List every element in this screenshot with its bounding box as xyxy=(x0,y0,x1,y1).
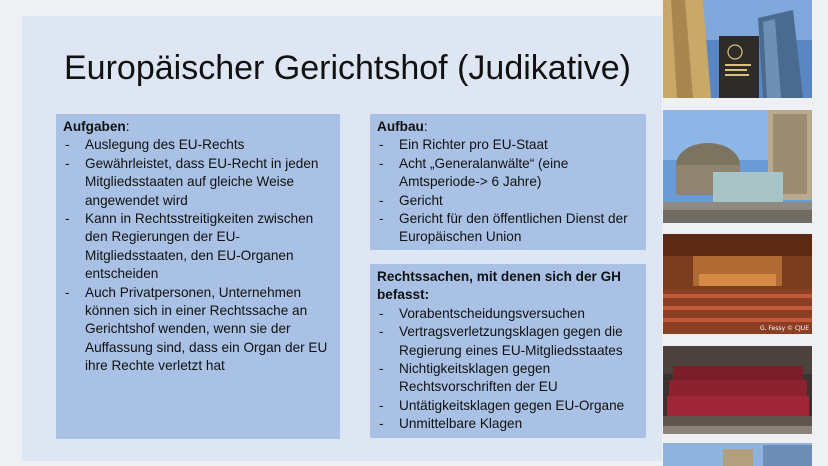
aufbau-heading: Aufbau: xyxy=(377,119,428,134)
list-item: - Vertragsverletzungsklagen gegen die Regierung eines EU-Mitgliedsstaates xyxy=(377,323,638,360)
photo-credit: G. Fessy © CJUE xyxy=(759,325,809,332)
list-item: - Unmittelbare Klagen xyxy=(377,415,638,433)
aufbau-list xyxy=(377,136,638,246)
title-sub: (Judikative) xyxy=(457,49,631,87)
list-item: - Gericht für den öffentlichen Dienst der Europäischen Union xyxy=(377,210,638,247)
photo-court-towers xyxy=(663,0,812,98)
photo-judges-group xyxy=(663,346,812,434)
aufbau-box xyxy=(370,114,646,250)
rechtssachen-box xyxy=(370,264,646,438)
list-item: - Nichtigkeitsklagen gegen Rechtsvorschriften der EU xyxy=(377,360,638,397)
list-item: - Auch Privatpersonen, Unternehmen können sich in einer Rechtssache an Gerichtshof wenden, wenn sie der Auffassung sind, dass ein Organ der EU ihre Rechte verletzt hat xyxy=(63,284,332,376)
rechtssachen-list xyxy=(377,305,638,434)
title-main: Europäischer Gerichtshof xyxy=(64,49,448,87)
list-item: - Auslegung des EU-Rechts xyxy=(63,136,332,154)
aufgaben-heading: Aufgaben: xyxy=(63,119,130,134)
list-item: - Ein Richter pro EU-Staat xyxy=(377,136,638,154)
rechtssachen-heading: Rechtssachen, mit denen sich der GH befasst: xyxy=(377,269,622,303)
slide-title xyxy=(64,46,631,90)
aufgaben-box xyxy=(56,114,340,439)
list-item: - Gericht xyxy=(377,192,638,210)
photo-partial xyxy=(663,443,812,466)
list-item: - Acht „Generalanwälte“ (eine Amtsperiode-> 6 Jahre) xyxy=(377,155,638,192)
aufgaben-list xyxy=(63,136,332,375)
list-item: - Gewährleistet, dass EU-Recht in jeden Mitgliedsstaaten auf gleiche Weise angewendet wird xyxy=(63,155,332,210)
list-item: - Kann in Rechtsstreitigkeiten zwischen den Regierungen der EU-Mitgliedsstaaten, den EU-Organen entscheiden xyxy=(63,210,332,284)
list-item: - Untätigkeitsklagen gegen EU-Organe xyxy=(377,397,638,415)
photo-courtroom xyxy=(663,234,812,334)
list-item: - Vorabentscheidungsversuchen xyxy=(377,305,638,323)
photo-court-building xyxy=(663,110,812,223)
